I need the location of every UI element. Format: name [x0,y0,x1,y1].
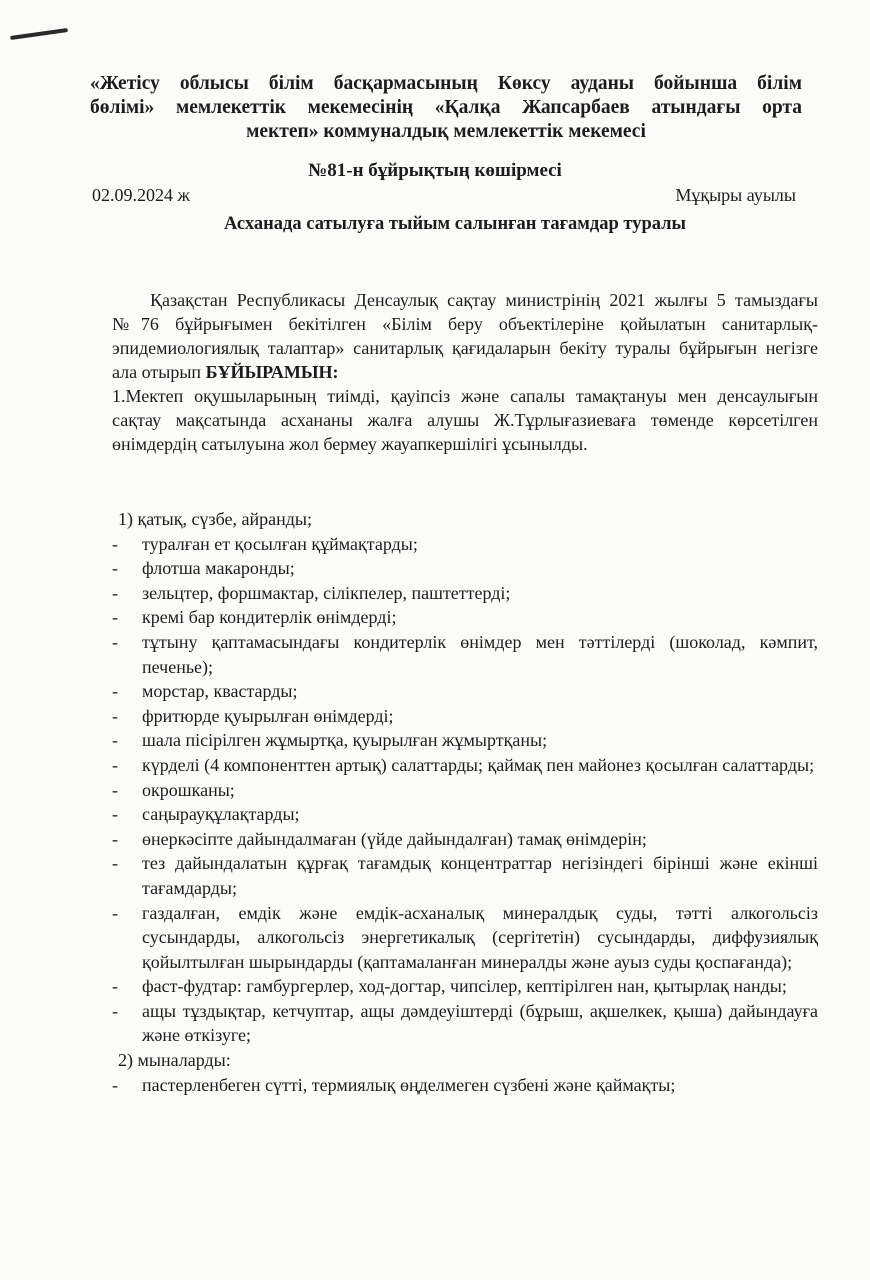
list-dash: - [112,631,118,652]
list-item-text: флотша макаронды; [142,558,295,579]
list-dash: - [112,705,118,726]
list-item [112,532,818,557]
intro-paragraph [112,288,818,384]
list-dash: - [112,902,118,923]
list-dash: - [112,853,118,874]
list-item [112,679,818,704]
list-item [112,605,818,630]
sub-item-2: 2) мыналарды: [118,1050,231,1071]
list-dash: - [112,804,118,825]
list-dash: - [112,754,118,775]
list-item-text: газдалған, емдік және емдік-асханалық минералдық суды, тәтті алкогольсіз сусындарды, алкогольсіз энергетикалық (сергітетін) сусындарды, диффузиялық қойылтылған шырындарды (қаптамаланған минералды және ауыз суды қоспағанда); [142,902,818,972]
list-item [112,827,818,852]
sub-item-1: 1) қатық, сүзбе, айранды; [118,509,312,529]
point-1: 1.Мектеп оқушыларының тиімді, қауіпсіз және сапалы тамақтануы мен денсаулығын сақтау мақсатында асхананы жалға алушы Ж.Тұрлығазиеваға төменде көрсетілген өнімдердің сатылуына жол бермеу жауапкершілігі ұсынылды. [112,386,818,454]
list-item-text: кремі бар кондитерлік өнімдерді; [142,607,397,628]
list-dash: - [112,1000,118,1021]
order-number: №81-н бұйрықтың көшірмесі [308,160,562,181]
header-line-3: мектеп» коммуналдық мемлекеттік мекемесі [246,121,646,142]
list-item-text: саңырауқұлақтарды; [142,804,300,825]
list-item-text: туралған ет қосылған құймақтарды; [142,533,418,554]
list-dash: - [112,828,118,849]
list-dash: - [112,607,118,628]
prohibited-list [112,507,818,1097]
header-line-1: «Жетісу облысы білім басқармасының Көксу ауданы бойынша білім [90,73,802,94]
pen-mark [10,28,68,40]
list-item-text: зельцтер, форшмактар, сілікпелер, паштеттерді; [142,582,511,603]
list-item-text: фритюрде қуырылған өнімдерді; [142,705,394,726]
items-container [112,532,818,1048]
list-dash: - [112,779,118,800]
list-dash: - [112,976,118,997]
list-item [112,901,818,975]
document-body [112,288,818,456]
list-item [112,1073,818,1098]
list-item-text: шала пісірілген жұмыртқа, қуырылған жұмыртқаны; [142,730,548,751]
items2-container [112,1073,818,1098]
list-item [112,581,818,606]
list-dash: - [112,558,118,579]
list-item-text: пастерленбеген сүтті, термиялық өңделмеген сүзбені және қаймақты; [142,1074,676,1095]
list-item-text: өнеркәсіпте дайындалмаған (үйде дайындалған) тамақ өнімдерін; [142,828,647,849]
list-item-text: фаст-фудтар: гамбургерлер, ход-догтар, чипсілер, кептірілген нан, қытырлақ нанды; [142,976,787,997]
list-item-text: тұтыну қаптамасындағы кондитерлік өнімдер мен тәттілерді (шоколад, кәмпит, печенье); [142,631,818,677]
list-item [112,778,818,803]
header-line-2: бөлімі» мемлекеттік мекемесінің «Қалқа Жапсарбаев атындағы орта [90,97,802,118]
list-item [112,851,818,900]
list-item-text: окрошканы; [142,779,235,800]
list-item-text: ащы тұздықтар, кетчуптар, ащы дәмдеуіштерді (бұрыш, ақшелкек, қыша) дайындауға және өткізуге; [142,1000,818,1046]
list-dash: - [112,533,118,554]
list-item [112,974,818,999]
list-item [112,802,818,827]
document-title: Асханада сатылуға тыйым салынған тағамдар туралы [224,214,686,234]
list-item-text: морстар, квастарды; [142,681,298,702]
list-item [112,556,818,581]
list-dash: - [112,1074,118,1095]
list-item [112,999,818,1048]
list-item-text: тез дайындалатын құрғақ тағамдық концентраттар негізіндегі бірінші және екінші тағамдарды; [142,853,818,898]
list-dash: - [112,730,118,751]
list-item [112,704,818,729]
list-item [112,753,818,778]
intro-text: Қазақстан Республикасы Денсаулық сақтау министрінің 2021 жылғы 5 тамыздағы №76 бұйрығымен бекітілген «Білім беру объектілеріне қойылатын санитарлық-эпидемиологиялық талаптар» санитарлық қағидаларын бекіту туралы бұйрығын негізге ала отырып [112,290,818,382]
list-item-text: күрделі (4 компоненттен артық) салаттарды; қаймақ пен майонез қосылған салаттарды; [142,754,815,775]
list-dash: - [112,582,118,603]
list-dash: - [112,681,118,702]
list-item [112,630,818,679]
intro-emphasis: БҰЙЫРАМЫН: [205,362,339,382]
document-place: Мұқыры ауылы [675,185,796,205]
document-date: 02.09.2024 ж [92,185,190,205]
document-header [90,72,802,144]
list-item [112,728,818,753]
